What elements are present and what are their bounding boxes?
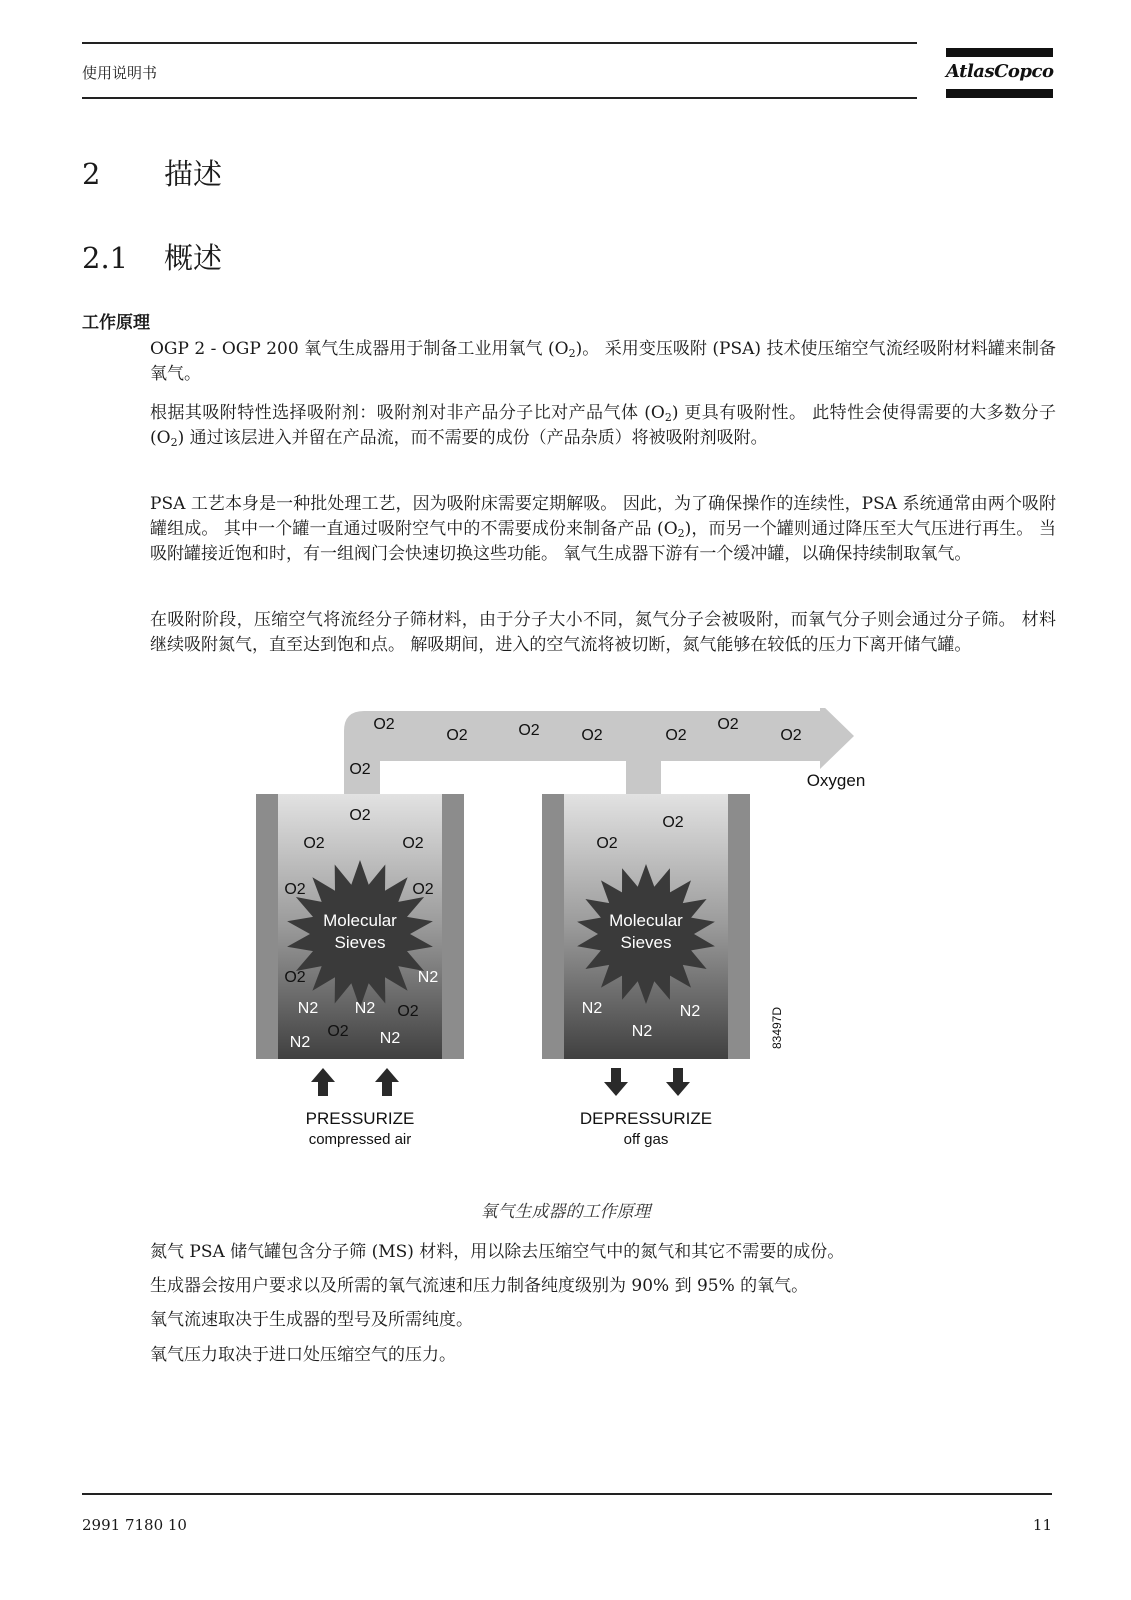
section-heading	[82, 236, 222, 277]
o2-label: O2	[397, 1003, 419, 1020]
paragraph-6: 生成器会按用户要求以及所需的氧气流速和压力制备纯度级别为 90% 到 95% 的氧气。	[150, 1276, 809, 1296]
subheading: 工作原理	[82, 313, 150, 333]
o2-label: O2	[373, 716, 395, 733]
pressurize-sublabel: compressed air	[308, 1131, 412, 1148]
o2-label: O2	[780, 727, 802, 744]
header-bottom-rule	[82, 97, 917, 99]
paragraph-4: 在吸附阶段，压缩空气将流经分子筛材料，由于分子大小不同，氮气分子会被吸附，而氧气分子则会通过分子筛。 材料继续吸附氮气，直至达到饱和点。 解吸期间，进入的空气流将被切断，氮气能够在较低的压力下离开储气罐。	[150, 610, 1056, 655]
o2-label: O2	[402, 835, 424, 852]
logo-text: AtlasCopco	[946, 61, 1054, 82]
sieve-label-right-2: Sieves	[620, 933, 672, 952]
o2-label: O2	[303, 835, 325, 852]
paragraph-5: 氮气 PSA 储气罐包含分子筛 (MS) 材料，用以除去压缩空气中的氮气和其它不需要的成份。	[150, 1242, 845, 1262]
n2-label: N2	[679, 1003, 701, 1020]
paragraph-8: 氧气压力取决于进口处压缩空气的压力。	[150, 1345, 456, 1365]
arrow-up-icon	[375, 1068, 399, 1096]
arrow-down-icon	[604, 1068, 628, 1096]
n2-label: N2	[631, 1023, 653, 1040]
sieve-label-right-1: Molecular	[609, 911, 683, 930]
o2-label: O2	[446, 727, 468, 744]
n2-label: N2	[581, 1000, 603, 1017]
paragraph-7: 氧气流速取决于生成器的型号及所需纯度。	[150, 1310, 473, 1330]
o2-label: O2	[665, 727, 687, 744]
o2-label: O2	[581, 727, 603, 744]
o2-label: O2	[327, 1023, 349, 1040]
atlas-copco-logo	[946, 48, 1053, 100]
psa-diagram-svg	[250, 708, 890, 1178]
paragraph-3: PSA 工艺本身是一种批处理工艺，因为吸附床需要定期解吸。 因此，为了确保操作的连续性，PSA 系统通常由两个吸附罐组成。 其中一个罐一直通过吸附空气中的不需要成份来制备产品 $(O_2)$，而另一个罐则通过降压至大气压进行再生。 当吸附罐接近饱和时，有一组阀门会快速切换这些功能。 氧气生成器下游有一个缓冲罐，以确保持续制取氧气。	[150, 494, 1056, 564]
depressurize-sublabel: off gas	[623, 1131, 669, 1148]
o2-label: O2	[596, 835, 618, 852]
o2-label: O2	[518, 722, 540, 739]
n2-label: N2	[417, 969, 439, 986]
n2-label: N2	[379, 1030, 401, 1047]
figure-code: 83497D	[770, 1006, 784, 1050]
psa-diagram	[250, 708, 890, 1178]
depressurize-label: DEPRESSURIZE	[579, 1109, 713, 1128]
paragraph-2: 根据其吸附特性选择吸附剂：吸附剂对非产品分子比对产品气体 $(O_2)$ 更具有吸附性。 此特性会使得需要的大多数分子 $(O_2)$ 通过该层进入并留在产品流，而不需要的成份（产品杂质）将被吸附剂吸附。	[150, 403, 1056, 449]
pressurize-label: PRESSURIZE	[305, 1109, 415, 1128]
n2-label: N2	[354, 1000, 376, 1017]
sieve-label-left-2: Sieves	[334, 933, 386, 952]
header-top-rule	[82, 42, 917, 44]
depressurize-arrows	[604, 1068, 690, 1096]
figure-caption: 氧气生成器的工作原理	[480, 1202, 651, 1222]
chapter-title: 描述	[164, 157, 223, 191]
section-title: 概述	[164, 241, 223, 275]
arrow-down-icon	[666, 1068, 690, 1096]
arrow-up-icon	[311, 1068, 335, 1096]
oxygen-label: Oxygen	[806, 771, 866, 790]
pressurize-arrows	[311, 1068, 399, 1096]
o2-label: O2	[349, 807, 371, 824]
section-number: 2.1	[82, 241, 129, 275]
chapter-number: 2	[82, 157, 101, 191]
o2-label: O2	[717, 716, 739, 733]
o2-label: O2	[349, 761, 371, 778]
paragraph-1: OGP 2 - OGP 200 氧气生成器用于制备工业用氧气 $(O_2)$。 采用变压吸附 (PSA) 技术使压缩空气流经吸附材料罐来制备氧气。	[150, 339, 1057, 384]
n2-label: N2	[289, 1034, 311, 1051]
document-number: 2991 7180 10	[82, 1516, 187, 1534]
document-title: 使用说明书	[82, 64, 158, 82]
o2-label: O2	[412, 881, 434, 898]
o2-label: O2	[662, 814, 684, 831]
footer-rule	[82, 1493, 1052, 1495]
page-number: 11	[1032, 1516, 1052, 1534]
oxygen-pipe	[344, 708, 854, 801]
n2-label: N2	[297, 1000, 319, 1017]
sieve-label-left-1: Molecular	[323, 911, 397, 930]
o2-label: O2	[284, 969, 306, 986]
chapter-heading	[82, 152, 222, 193]
o2-label: O2	[284, 881, 306, 898]
